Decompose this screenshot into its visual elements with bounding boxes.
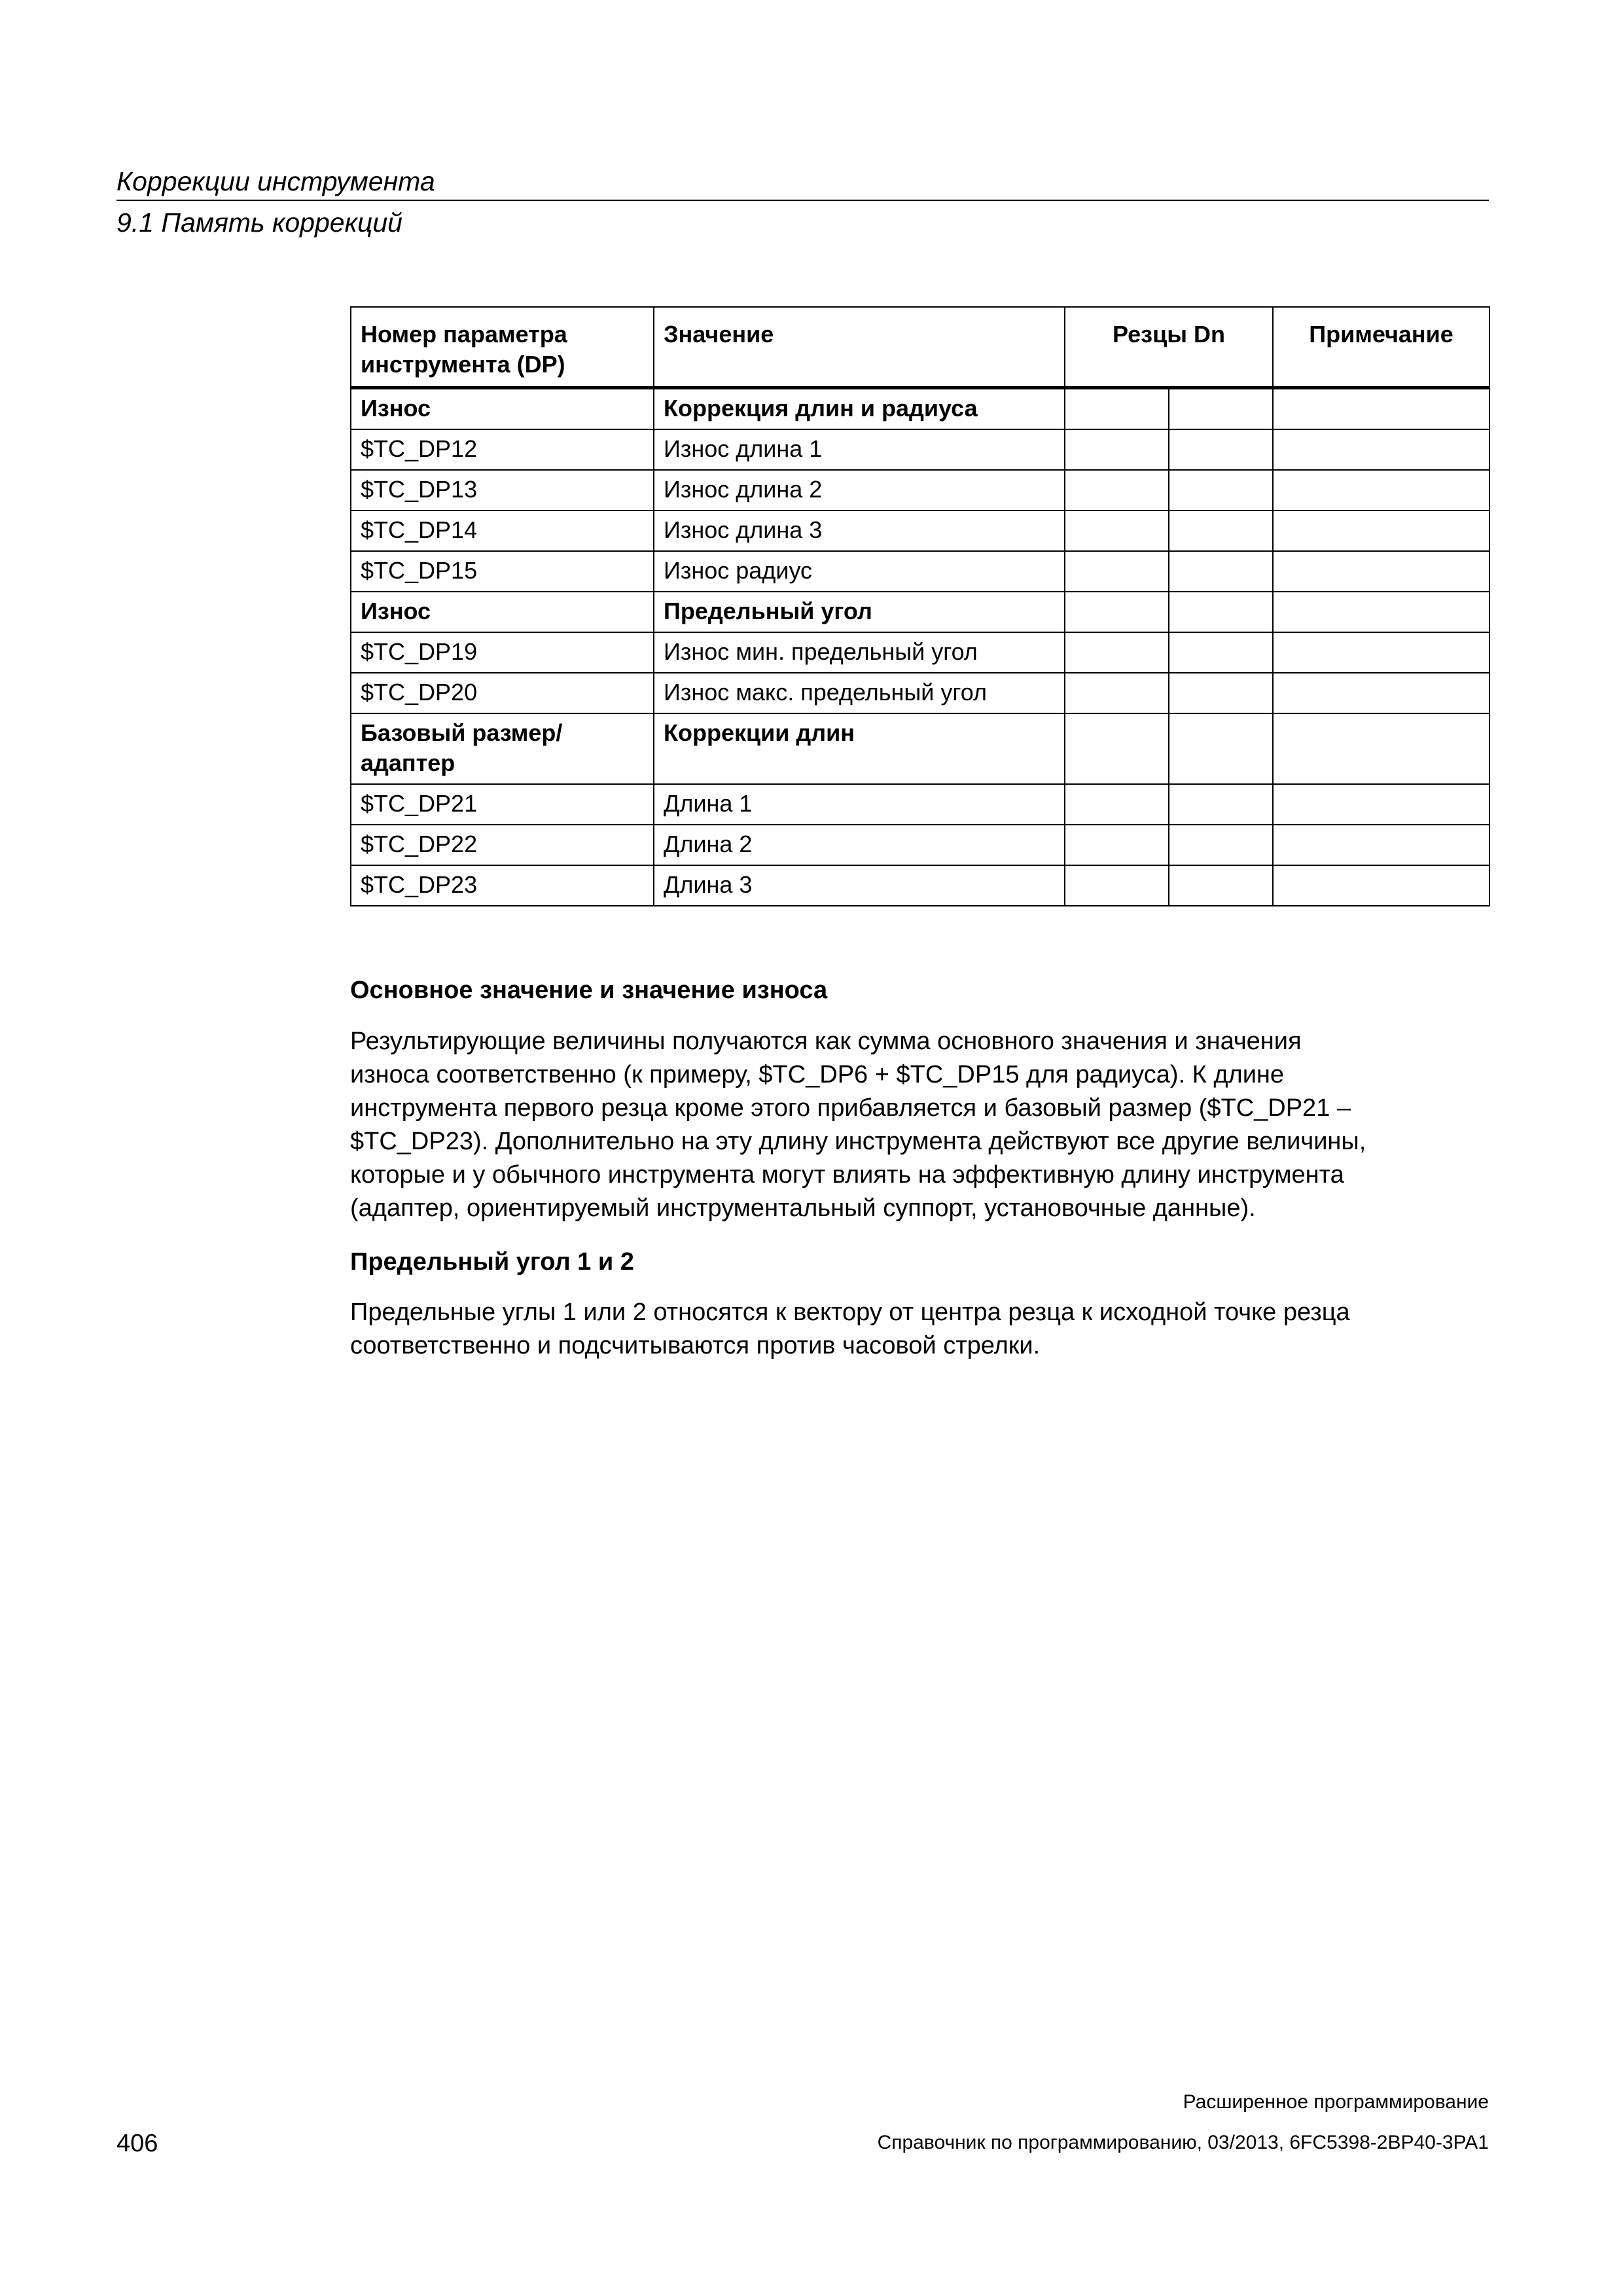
cell-value: Износ длина 2: [654, 470, 1065, 511]
cell-empty: [1273, 470, 1489, 511]
cell-empty: [1273, 388, 1489, 430]
cell-param: Износ: [351, 388, 654, 430]
cell-param: $TC_DP22: [351, 825, 654, 865]
cell-empty: [1169, 784, 1273, 825]
cell-param: Базовый размер/адаптер: [351, 713, 654, 784]
cell-empty: [1169, 511, 1273, 551]
cell-empty: [1169, 551, 1273, 592]
cell-param: $TC_DP15: [351, 551, 654, 592]
cell-empty: [1065, 784, 1169, 825]
cell-value: Длина 1: [654, 784, 1065, 825]
cell-empty: [1065, 429, 1169, 470]
cell-value: Длина 2: [654, 825, 1065, 865]
tool-parameters-table: [350, 306, 1490, 906]
section-heading-limit-angle: Предельный угол 1 и 2: [350, 1248, 634, 1276]
table-row: [351, 551, 1489, 592]
footer-reference: Справочник по программированию, 03/2013, 6FC5398-2BP40-3PA1: [877, 2132, 1489, 2153]
cell-param: $TC_DP21: [351, 784, 654, 825]
text-line: Результирующие величины получаются как сумма основного значения и значения: [350, 1028, 1302, 1055]
cell-param: $TC_DP12: [351, 429, 654, 470]
cell-param: Износ: [351, 592, 654, 632]
cell-empty: [1065, 825, 1169, 865]
cell-value: Коррекции длин: [654, 713, 1065, 784]
table-row: [351, 632, 1489, 673]
text-line: (адаптер, ориентируемый инструментальный суппорт, установочные данные).: [350, 1194, 1256, 1222]
cell-empty: [1169, 592, 1273, 632]
header-note: Примечание: [1273, 307, 1489, 388]
cell-empty: [1065, 470, 1169, 511]
table-row: [351, 784, 1489, 825]
cell-empty: [1065, 592, 1169, 632]
cell-empty: [1065, 713, 1169, 784]
cell-empty: [1169, 470, 1273, 511]
header-cutters: Резцы Dn: [1065, 307, 1273, 388]
cell-empty: [1273, 511, 1489, 551]
cell-param: $TC_DP14: [351, 511, 654, 551]
page-number: 406: [116, 2130, 158, 2157]
cell-empty: [1169, 429, 1273, 470]
cell-empty: [1273, 673, 1489, 713]
table-row: [351, 825, 1489, 865]
cell-empty: [1273, 592, 1489, 632]
cell-value: Износ радиус: [654, 551, 1065, 592]
table-row: [351, 713, 1489, 784]
cell-value: Предельный угол: [654, 592, 1065, 632]
cell-empty: [1273, 713, 1489, 784]
cell-empty: [1273, 784, 1489, 825]
cell-empty: [1273, 429, 1489, 470]
cell-empty: [1065, 551, 1169, 592]
cell-empty: [1065, 673, 1169, 713]
cell-value: Износ мин. предельный угол: [654, 632, 1065, 673]
cell-param: $TC_DP19: [351, 632, 654, 673]
table-row: [351, 592, 1489, 632]
section-heading-base-and-wear: Основное значение и значение износа: [350, 977, 828, 1004]
header-value: Значение: [654, 307, 1065, 388]
cell-value: Износ длина 1: [654, 429, 1065, 470]
header-param: Номер параметра инструмента (DP): [351, 307, 654, 388]
header-rule: [116, 200, 1489, 201]
table-row: [351, 865, 1489, 906]
cell-empty: [1169, 388, 1273, 430]
cell-empty: [1169, 673, 1273, 713]
text-line: соответственно и подсчитываются против часовой стрелки.: [350, 1332, 1041, 1359]
paragraph-base-and-wear: [350, 1025, 1502, 1225]
cell-empty: [1273, 551, 1489, 592]
cell-param: $TC_DP13: [351, 470, 654, 511]
cell-param: $TC_DP20: [351, 673, 654, 713]
cell-empty: [1169, 865, 1273, 906]
table-row: [351, 673, 1489, 713]
cell-empty: [1065, 865, 1169, 906]
running-header-chapter: Коррекции инструмента: [116, 166, 435, 196]
cell-empty: [1169, 713, 1273, 784]
cell-empty: [1273, 865, 1489, 906]
cell-value: Длина 3: [654, 865, 1065, 906]
table-row: [351, 511, 1489, 551]
table-row: [351, 429, 1489, 470]
text-line: которые и у обычного инструмента могут влиять на эффективную длину инструмента: [350, 1161, 1344, 1189]
text-line: $TC_DP23). Дополнительно на эту длину инструмента действуют все другие величины,: [350, 1128, 1366, 1155]
cell-empty: [1273, 632, 1489, 673]
running-header-section: 9.1 Память коррекций: [116, 207, 402, 238]
cell-empty: [1065, 511, 1169, 551]
cell-empty: [1169, 825, 1273, 865]
table-row: [351, 388, 1489, 430]
table-header-row: [351, 307, 1489, 388]
cell-empty: [1065, 632, 1169, 673]
paragraph-limit-angle: [350, 1296, 1502, 1363]
cell-empty: [1169, 632, 1273, 673]
cell-value: Коррекция длин и радиуса: [654, 388, 1065, 430]
cell-empty: [1273, 825, 1489, 865]
cell-param: $TC_DP23: [351, 865, 654, 906]
footer-book-title: Расширенное программирование: [1183, 2091, 1489, 2113]
cell-empty: [1065, 388, 1169, 430]
text-line: износа соответственно (к примеру, $TC_DP6 + $TC_DP15 для радиуса). К длине: [350, 1061, 1285, 1088]
text-line: инструмента первого резца кроме этого прибавляется и базовый размер ($TC_DP21 –: [350, 1094, 1351, 1122]
cell-value: Износ длина 3: [654, 511, 1065, 551]
table-row: [351, 470, 1489, 511]
text-line: Предельные углы 1 или 2 относятся к вектору от центра резца к исходной точке резца: [350, 1299, 1350, 1326]
cell-value: Износ макс. предельный угол: [654, 673, 1065, 713]
